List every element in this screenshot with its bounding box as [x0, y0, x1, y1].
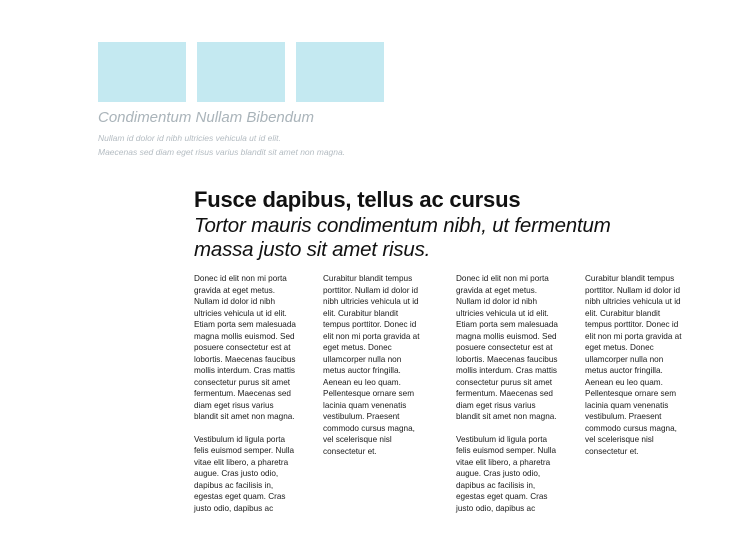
text-column-1 — [194, 273, 316, 525]
color-swatch-2 — [197, 42, 285, 102]
color-swatch-3 — [296, 42, 384, 102]
article-deck-line-2: massa justo sit amet risus. — [194, 238, 431, 261]
paragraph: Vestibulum id ligula porta felis euismod semper. Nulla vitae elit libero, a pharetra augue. Cras justo odio, dapibus ac facilisis in, egestas eget quam. Cras justo odio, dapibus ac — [456, 434, 557, 513]
subheader-title: Condimentum Nullam Bibendum — [98, 109, 314, 126]
text-column-2 — [323, 273, 445, 468]
paragraph: Vestibulum id ligula porta felis euismod semper. Nulla vitae elit libero, a pharetra augue. Cras justo odio, dapibus ac facilisis in, egestas eget quam. Cras justo odio, dapibus ac — [194, 434, 295, 513]
paragraph: Curabitur blandit tempus porttitor. Nullam id dolor id nibh ultricies vehicula ut id elit. Curabitur blandit tempus porttitor. Donec id elit non mi porta gravida at eget metus. Donec ullamcorper nulla non metus auctor fringilla. Aenean eu leo quam. Pellentesque ornare sem lacinia quam venenatis vestibulum. Praesent commodo cursus magna, vel scelerisque nisl consectetur et. — [323, 274, 420, 456]
paragraph: Curabitur blandit tempus porttitor. Nullam id dolor id nibh ultricies vehicula ut id elit. Curabitur blandit tempus porttitor. Donec id elit non mi porta gravida at eget metus. Donec ullamcorper nulla non metus auctor fringilla. Aenean eu leo quam. Pellentesque ornare sem lacinia quam venenatis vestibulum. Praesent commodo cursus magna, vel scelerisque nisl consectetur et. — [585, 274, 682, 456]
paragraph: Donec id elit non mi porta gravida at eget metus. Nullam id dolor id nibh ultricies vehicula ut id elit. Etiam porta sem malesuada magna mollis euismod. Sed posuere consectetur est at lobortis. Maecenas faucibus mollis interdum. Cras mattis consectetur purus sit amet fermentum. Maecenas sed diam eget risus varius blandit sit amet non magna. — [456, 274, 558, 421]
color-swatch-1 — [98, 42, 186, 102]
text-column-3 — [456, 273, 578, 525]
paragraph: Donec id elit non mi porta gravida at eget metus. Nullam id dolor id nibh ultricies vehicula ut id elit. Etiam porta sem malesuada magna mollis euismod. Sed posuere consectetur est at lobortis. Maecenas faucibus mollis interdum. Cras mattis consectetur purus sit amet fermentum. Maecenas sed diam eget risus varius blandit sit amet non magna. — [194, 274, 296, 421]
subheader-line-1: Nullam id dolor id nibh ultricies vehicula ut id elit. — [98, 133, 281, 143]
text-column-4 — [585, 273, 707, 468]
subheader-line-2: Maecenas sed diam eget risus varius blandit sit amet non magna. — [98, 147, 346, 157]
article-headline: Fusce dapibus, tellus ac cursus — [194, 187, 521, 212]
article-deck-line-1: Tortor mauris condimentum nibh, ut fermentum — [194, 214, 611, 237]
